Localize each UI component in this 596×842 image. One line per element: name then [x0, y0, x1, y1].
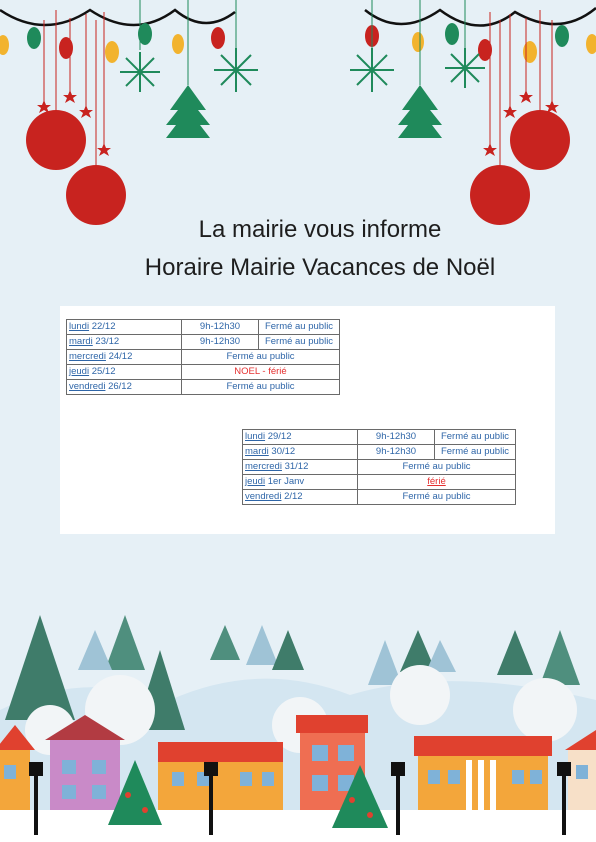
- day-cell: jeudi 25/12: [67, 365, 182, 380]
- columns: [466, 760, 496, 810]
- morning-hours: 9h-12h30: [182, 320, 259, 335]
- hanging-threads: [44, 10, 552, 165]
- morning-hours: 9h-12h30: [358, 445, 435, 460]
- afternoon-hours: Fermé au public: [435, 430, 516, 445]
- full-day-status: Fermé au public: [182, 350, 340, 365]
- table-row: [67, 380, 340, 395]
- day-cell: jeudi 1er Janv: [243, 475, 358, 490]
- afternoon-hours: Fermé au public: [435, 445, 516, 460]
- title-line-1: La mairie vous informe: [198, 216, 442, 243]
- day-cell: lundi 29/12: [243, 430, 358, 445]
- table-row: [67, 350, 340, 365]
- schedule-panel: [60, 306, 555, 534]
- holiday-status: NOEL - férié: [182, 365, 340, 380]
- snowflakes: [120, 48, 485, 92]
- table-row: [243, 430, 516, 445]
- day-cell: vendredi 26/12: [67, 380, 182, 395]
- table-row: [67, 335, 340, 350]
- afternoon-hours: Fermé au public: [259, 335, 340, 350]
- ornament-balls: [26, 110, 570, 225]
- day-cell: mercredi 24/12: [67, 350, 182, 365]
- day-cell: mardi 30/12: [243, 445, 358, 460]
- schedule-table-week2: [242, 429, 516, 505]
- full-day-status: Fermé au public: [358, 460, 516, 475]
- morning-hours: 9h-12h30: [182, 335, 259, 350]
- day-cell: lundi 22/12: [67, 320, 182, 335]
- full-day-status: Fermé au public: [358, 490, 516, 505]
- afternoon-hours: Fermé au public: [259, 320, 340, 335]
- christmas-decorations-top: [0, 0, 596, 230]
- day-cell: mercredi 31/12: [243, 460, 358, 475]
- table-row: [243, 490, 516, 505]
- table-row: [243, 460, 516, 475]
- light-bulbs-right: [365, 23, 596, 63]
- day-cell: mardi 23/12: [67, 335, 182, 350]
- garland-left: [0, 10, 235, 25]
- light-bulbs-left: [0, 23, 225, 63]
- full-day-status: Fermé au public: [182, 380, 340, 395]
- hanging-trees: [166, 85, 442, 138]
- hanging-stars: [37, 90, 559, 156]
- holiday-status: férié: [358, 475, 516, 490]
- table-row: [243, 475, 516, 490]
- table-row: [67, 365, 340, 380]
- garland-right: [365, 8, 596, 26]
- title-line-2: Horaire Mairie Vacances de Noël: [144, 254, 496, 281]
- table-row: [243, 445, 516, 460]
- schedule-table-week1: [66, 319, 340, 395]
- day-cell: vendredi 2/12: [243, 490, 358, 505]
- morning-hours: 9h-12h30: [358, 430, 435, 445]
- snow-ground: [0, 810, 596, 842]
- winter-village-illustration: [0, 600, 596, 842]
- table-row: [67, 320, 340, 335]
